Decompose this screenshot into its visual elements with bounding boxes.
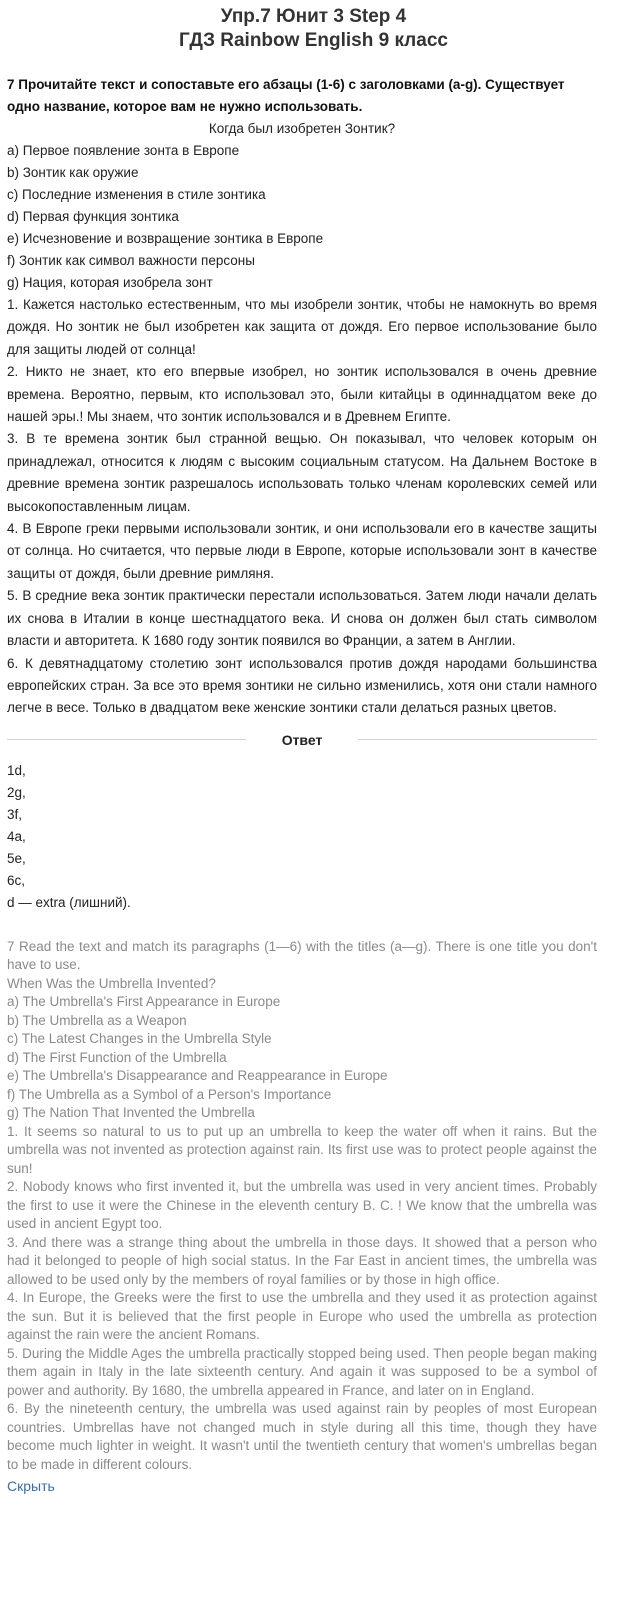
title-option: d) Первая функция зонтика	[7, 209, 179, 224]
answer-list	[7, 760, 597, 914]
title-option-en: a) The Umbrella's First Appearance in Europe	[7, 994, 281, 1010]
answer-item: 2g,	[7, 784, 26, 800]
paragraph: 1. Кажется настолько естественным, что мы изобрели зонтик, чтобы не намокнуть во время дождя. Но зонтик не был изобретен как защита от дождя. Его первое использование было для защиты людей от солнца!	[7, 297, 597, 357]
page-title-line-2: ГДЗ Rainbow English 9 класс	[179, 30, 448, 51]
page-title	[7, 0, 597, 53]
paragraph: 4. В Европе греки первыми использовали зонтик, и они использовали его в качестве защиты от солнца. Но считается, что первые люди в Европе, которые использовали зонт в качестве защиты от дождя, были древние римляня.	[7, 521, 597, 581]
title-option: a) Первое появление зонта в Европе	[7, 143, 240, 158]
title-option-en: d) The First Function of the Umbrella	[7, 1049, 227, 1065]
title-option-en: c) The Latest Changes in the Umbrella Style	[7, 1031, 272, 1047]
paragraph-en: 4. In Europe, the Greeks were the first to use the umbrella and they used it as protection against the sun. But it is believed that the first people in Europe who used the umbrella as protection against the rain were the ancient Romans.	[7, 1290, 597, 1343]
answer-item: d — extra (лишний).	[7, 894, 131, 910]
paragraph-en: 6. By the nineteenth century, the umbrella was used against rain by peoples of most European countries. Umbrellas have not changed much in style during all this time, though they have become much lighter in weight. It wasn't until the twentieth century that women's umbrellas began to be made in different colours.	[7, 1401, 597, 1472]
hide-link[interactable]: Скрыть	[7, 1478, 55, 1495]
answer-heading: Ответ	[281, 731, 323, 748]
title-option: c) Последние изменения в стиле зонтика	[7, 187, 266, 202]
paragraph-en: 2. Nobody knows who first invented it, but the umbrella was used in very ancient times. Probably the first to use it were the Chinese in the eleventh century B. C. ! We know that the umbrella was used in ancient Egypt too.	[7, 1179, 597, 1232]
page-title-line-1: Упр.7 Юнит 3 Step 4	[220, 6, 407, 27]
text-title-en: When Was the Umbrella Invented?	[7, 975, 216, 991]
answer-item: 5e,	[7, 850, 26, 866]
answer-divider	[7, 732, 597, 748]
translation-block	[7, 938, 597, 1475]
title-option: f) Зонтик как символ важности персоны	[7, 253, 255, 268]
answer-item: 4a,	[7, 828, 26, 844]
title-option-en: e) The Umbrella's Disappearance and Reappearance in Europe	[7, 1068, 388, 1084]
paragraph: 6. К девятнадцатому столетию зонт использовался против дождя народами большинства европейских стран. За все это время зонтики не сильно изменились, хотя они стали намного легче в весе. Только в двадцатом веке женские зонтики стали делаться разных цветов.	[7, 655, 597, 716]
paragraph: 5. В средние века зонтик практически перестали использоваться. Затем люди начали делать их снова в Италии в конце шестнадцатого века. И снова он должен был стать символом власти и авторитета. К 1680 году зонтик появился во Франции, а затем в Англии.	[7, 588, 597, 649]
paragraph-en: 1. It seems so natural to us to put up an umbrella to keep the water off when it rains. But the umbrella was not invented as protection against rain. Its first use was to protect people against the sun!	[7, 1123, 597, 1176]
paragraphs-ru	[7, 294, 597, 720]
paragraph-en: 5. During the Middle Ages the umbrella practically stopped being used. Then people began making them again in Italy in the late sixteenth century. And again it was supposed to be a symbol of power and authority. By 1680, the umbrella appeared in France, and later on in England.	[7, 1345, 597, 1398]
title-option-en: g) The Nation That Invented the Umbrella	[7, 1105, 255, 1121]
paragraph: 3. В те времена зонтик был странной вещью. Он показывал, что человек которым он принадлежал, относится к людям с высоким социальным статусом. На Дальнем Востоке в древние времена зонтик разрешалось использовать только членам королевских семей или высокопоставленным лицам.	[7, 431, 597, 514]
title-option-en: f) The Umbrella as a Symbol of a Person's Importance	[7, 1086, 332, 1102]
divider-line-left	[7, 739, 246, 740]
title-option: b) Зонтик как оружие	[7, 165, 139, 180]
text-title-ru: Когда был изобретен Зонтик?	[208, 121, 396, 136]
paragraph-en: 3. And there was a strange thing about the umbrella in those days. It showed that a person who had it belonged to people of high social status. In the Far East in ancient times, the umbrella was allowed to be used only by the members of royal families or by those in high office.	[7, 1234, 597, 1287]
task-instruction-en: 7 Read the text and match its paragraphs (1—6) with the titles (a—g). There is one title you don't have to use.	[7, 938, 597, 973]
answer-item: 1d,	[7, 762, 26, 778]
paragraph: 2. Никто не знает, кто его впервые изобрел, но зонтик использовался в очень древние времена. Вероятно, первым, кто использовал это, были китайцы в одиннадцатом веке до нашей эры.! Мы знаем, что зонтик использовался и в Древнем Египте.	[7, 364, 597, 425]
answer-item: 3f,	[7, 806, 23, 822]
title-option: g) Нация, которая изобрела зонт	[7, 275, 213, 290]
title-option-en: b) The Umbrella as a Weapon	[7, 1012, 187, 1028]
divider-line-right	[358, 739, 597, 740]
task-instruction-ru: 7 Прочитайте текст и сопоставьте его абзацы (1-6) с заголовками (a-g). Существует одно название, которое вам не нужно использовать.	[7, 77, 565, 114]
answer-item: 6c,	[7, 872, 26, 888]
titles-list-ru	[7, 140, 597, 294]
title-option: e) Исчезновение и возвращение зонтика в Европе	[7, 231, 324, 246]
